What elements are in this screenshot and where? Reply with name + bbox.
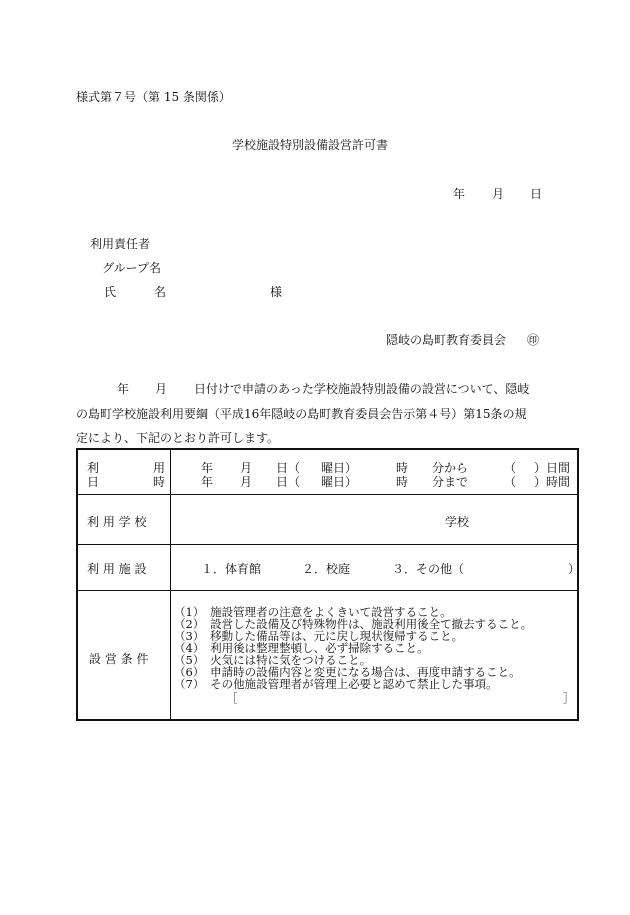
name-label-second: 名 xyxy=(154,285,167,299)
condition-item: （1） 施設管理者の注意をよくきいて設営すること。 xyxy=(174,605,452,619)
body-line-3: 定により、下記のとおり許可します。 xyxy=(76,431,280,445)
to-minute: 分まで xyxy=(432,475,469,489)
facility-other-close-paren: ） xyxy=(568,562,581,576)
condition-item: （3） 移動した備品等は、元に戻し現状復帰すること。 xyxy=(174,629,464,643)
table-row-divider xyxy=(78,590,577,591)
condition-item: （6） 申請時の設備内容と変更になる場合は、再度申請すること。 xyxy=(174,665,521,679)
usage-datetime-label-bottom-1: 日 xyxy=(87,475,100,489)
other-items-bracket-close: ］ xyxy=(563,691,575,705)
condition-item: （4） 利用後は整理整頓し、必ず掃除すること。 xyxy=(174,641,429,655)
group-name-label: グループ名 xyxy=(102,261,162,275)
permit-table xyxy=(76,448,579,721)
to-weekday: 曜日） xyxy=(321,475,358,489)
from-year: 年 xyxy=(201,461,214,475)
conditions-label: 設 営 条 件 xyxy=(89,652,149,666)
from-weekday: 曜日） xyxy=(321,461,358,475)
body-year: 年 xyxy=(117,382,130,396)
usage-datetime-label-top-1: 利 xyxy=(87,461,100,475)
to-month: 月 xyxy=(240,475,253,489)
usage-datetime-label-bottom-2: 時 xyxy=(153,475,166,489)
table-row-divider xyxy=(78,494,577,495)
other-items-bracket-open: ［ xyxy=(226,691,238,705)
table-row-divider xyxy=(78,544,577,545)
hours-label: ）時間 xyxy=(534,475,571,489)
condition-item: （5） 火気には特に気をつけること。 xyxy=(174,653,372,667)
to-year: 年 xyxy=(201,475,214,489)
to-hour: 時 xyxy=(396,475,409,489)
table-column-divider xyxy=(170,450,171,719)
honorific-sama: 様 xyxy=(270,285,283,299)
name-label-first: 氏 xyxy=(104,285,117,299)
form-number: 様式第７号（第 15 条関係） xyxy=(76,90,231,104)
facility-label: 利 用 施 設 xyxy=(87,562,147,576)
condition-item: （2） 設営した設備及び特殊物件は、施設利用後全て撤去すること。 xyxy=(174,617,533,631)
facility-option-other: ３．その他（ xyxy=(392,562,465,576)
usage-datetime-label-top-2: 用 xyxy=(153,461,166,475)
body-line-1: 日付けで申請のあった学校施設特別設備の設営について、隠岐 xyxy=(194,382,530,396)
school-value: 学校 xyxy=(445,515,470,529)
school-label: 利 用 学 校 xyxy=(87,515,147,529)
facility-option-schoolyard: ２．校庭 xyxy=(302,562,351,576)
days-label: ）日間 xyxy=(534,461,571,475)
document-title: 学校施設特別設備設営許可書 xyxy=(232,138,389,152)
seal-mark: ㊞ xyxy=(527,333,540,347)
from-day: 日（ xyxy=(276,461,301,475)
days-open-paren: （ xyxy=(504,461,517,475)
hours-open-paren: （ xyxy=(504,475,517,489)
to-day: 日（ xyxy=(276,475,301,489)
condition-item: （7） その他施設管理者が管理上必要と認めて禁止した事項。 xyxy=(174,677,498,691)
from-minute: 分から xyxy=(432,461,469,475)
facility-option-gym: １．体育館 xyxy=(201,562,262,576)
body-month: 月 xyxy=(155,382,168,396)
from-hour: 時 xyxy=(396,461,409,475)
body-line-2: の島町学校施設利用要綱（平成16年隠岐の島町教育委員会告示第４号）第15条の規 xyxy=(76,407,527,421)
date-day-label: 日 xyxy=(530,187,543,201)
date-month-label: 月 xyxy=(492,187,505,201)
issuer-name: 隠岐の島町教育委員会 xyxy=(386,333,507,347)
responsible-person-label: 利用責任者 xyxy=(90,237,151,251)
from-month: 月 xyxy=(240,461,253,475)
date-year-label: 年 xyxy=(453,187,466,201)
